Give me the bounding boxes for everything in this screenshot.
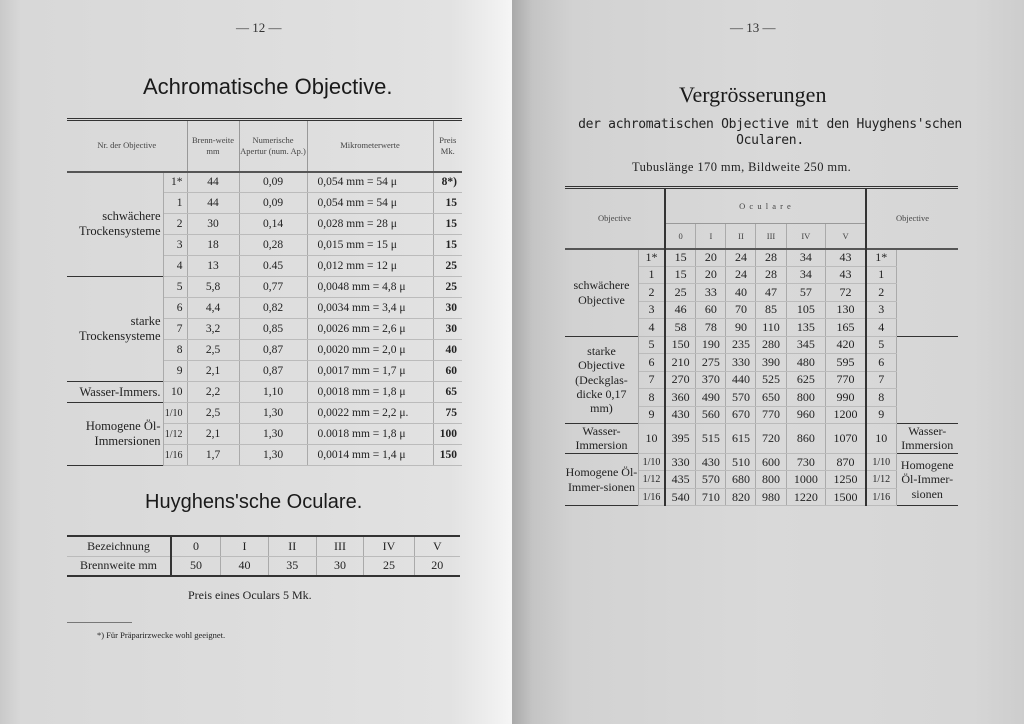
preis-cell: 15 bbox=[433, 214, 462, 235]
mikrometer-cell: 0,054 mm = 54 μ bbox=[307, 193, 433, 214]
apertur-cell: 1,30 bbox=[239, 403, 307, 424]
magnification-cell: 57 bbox=[786, 284, 826, 302]
magnification-cell: 720 bbox=[756, 424, 786, 454]
oculars-title: Huyghens'sche Oculare. bbox=[145, 491, 363, 513]
magnification-cell: 670 bbox=[726, 406, 756, 424]
header-nr: Nr. der Objective bbox=[67, 120, 187, 172]
objective-nr-left: 9 bbox=[638, 406, 665, 424]
magnification-cell: 25 bbox=[665, 284, 696, 302]
preis-cell: 25 bbox=[433, 256, 462, 277]
magnification-cell: 1000 bbox=[786, 471, 826, 489]
objective-nr-left: 1/12 bbox=[638, 471, 665, 489]
ocular-col: IV bbox=[786, 224, 826, 249]
apertur-cell: 0,87 bbox=[239, 361, 307, 382]
objective-nr-right: 6 bbox=[866, 354, 896, 372]
conditions: Tubuslänge 170 mm, Bildweite 250 mm. bbox=[632, 160, 852, 174]
ocular-cell: II bbox=[268, 536, 316, 556]
magnification-cell: 130 bbox=[826, 301, 866, 319]
preis-cell: 8*) bbox=[433, 172, 462, 193]
mikrometer-cell: 0,054 mm = 54 μ bbox=[307, 172, 433, 193]
oculars-row-bezeichnung bbox=[67, 536, 460, 556]
objective-group-label: Wasser-Immers. bbox=[67, 382, 163, 403]
objective-nr: 5 bbox=[163, 277, 187, 298]
magnification-cell: 770 bbox=[756, 406, 786, 424]
magnification-cell: 345 bbox=[786, 336, 826, 354]
magnification-cell: 105 bbox=[786, 301, 826, 319]
objective-nr-left: 10 bbox=[638, 424, 665, 454]
apertur-cell: 1,30 bbox=[239, 445, 307, 466]
magnification-cell: 730 bbox=[786, 453, 826, 471]
magnification-cell: 440 bbox=[726, 371, 756, 389]
mag-header-row-1 bbox=[565, 188, 958, 224]
magnification-cell: 960 bbox=[786, 406, 826, 424]
preis-cell: 65 bbox=[433, 382, 462, 403]
brennweite-cell: 3,2 bbox=[187, 319, 239, 340]
magnification-cell: 90 bbox=[726, 319, 756, 337]
magnification-cell: 43 bbox=[826, 266, 866, 284]
magnification-cell: 43 bbox=[826, 249, 866, 267]
objective-nr-right: 8 bbox=[866, 389, 896, 407]
magnification-cell: 58 bbox=[665, 319, 696, 337]
objective-nr: 1 bbox=[163, 193, 187, 214]
objectives-table bbox=[67, 118, 462, 466]
brennweite-cell: 30 bbox=[187, 214, 239, 235]
ocular-cell: 30 bbox=[316, 556, 364, 576]
objective-row bbox=[67, 403, 462, 424]
objective-nr: 10 bbox=[163, 382, 187, 403]
magnification-cell: 33 bbox=[696, 284, 726, 302]
magnification-cell: 420 bbox=[826, 336, 866, 354]
magnification-cell: 1500 bbox=[826, 488, 866, 506]
magnification-cell: 490 bbox=[696, 389, 726, 407]
preis-cell: 60 bbox=[433, 361, 462, 382]
objective-nr-right: 1/10 bbox=[866, 453, 896, 471]
ocular-col: V bbox=[842, 230, 849, 241]
ocular-cell: 40 bbox=[221, 556, 269, 576]
magnification-cell: 270 bbox=[665, 371, 696, 389]
header-preis: Preis Mk. bbox=[433, 120, 462, 172]
magnification-cell: 165 bbox=[826, 319, 866, 337]
magnification-cell: 24 bbox=[726, 249, 756, 267]
magnification-cell: 870 bbox=[826, 453, 866, 471]
magnification-cell: 85 bbox=[756, 301, 786, 319]
preis-cell: 15 bbox=[433, 235, 462, 256]
magnification-cell: 1070 bbox=[826, 424, 866, 454]
header-brennweite: Brenn-weite mm bbox=[187, 120, 239, 172]
brennweite-cell: 2,5 bbox=[187, 403, 239, 424]
objective-group-label: schwächere Trockensysteme bbox=[67, 172, 163, 277]
preis-cell: 40 bbox=[433, 340, 462, 361]
apertur-cell: 0,85 bbox=[239, 319, 307, 340]
mikrometer-cell: 0,0034 mm = 3,4 μ bbox=[307, 298, 433, 319]
right-page-subtitle: der achromatischen Objective mit den Huyghens'schen Ocularen. bbox=[578, 117, 962, 149]
header-objective-right: Objective bbox=[866, 188, 958, 249]
objective-group-label-right bbox=[896, 249, 958, 337]
brennweite-cell: 2,2 bbox=[187, 382, 239, 403]
magnification-cell: 24 bbox=[726, 266, 756, 284]
magnification-cell: 570 bbox=[726, 389, 756, 407]
magnification-cell: 190 bbox=[696, 336, 726, 354]
magnification-cell: 540 bbox=[665, 488, 696, 506]
objective-nr: 1/10 bbox=[163, 403, 187, 424]
magnification-cell: 330 bbox=[665, 453, 696, 471]
objective-nr-left: 1/16 bbox=[638, 488, 665, 506]
mikrometer-cell: 0,0018 mm = 1,8 μ bbox=[307, 382, 433, 403]
magnification-cell: 110 bbox=[756, 319, 786, 337]
ocular-cell: III bbox=[316, 536, 364, 556]
brennweite-cell: 13 bbox=[187, 256, 239, 277]
objective-nr: 1/12 bbox=[163, 424, 187, 445]
mikrometer-cell: 0,028 mm = 28 μ bbox=[307, 214, 433, 235]
ocular-cell: V bbox=[414, 536, 460, 556]
mikrometer-cell: 0,0017 mm = 1,7 μ bbox=[307, 361, 433, 382]
objective-group-label-right: Wasser-Immersion bbox=[896, 424, 958, 454]
magnification-cell: 710 bbox=[696, 488, 726, 506]
magnification-cell: 330 bbox=[726, 354, 756, 372]
magnification-cell: 20 bbox=[696, 266, 726, 284]
footnote-rule bbox=[67, 622, 132, 623]
ocular-col: I bbox=[696, 224, 726, 249]
right-page-title: Vergrösserungen bbox=[679, 82, 827, 107]
objective-group-label: starke Trockensysteme bbox=[67, 277, 163, 382]
magnification-cell: 595 bbox=[826, 354, 866, 372]
magnification-cell: 34 bbox=[786, 249, 826, 267]
brennweite-cell: 2,1 bbox=[187, 424, 239, 445]
magnification-cell: 28 bbox=[756, 249, 786, 267]
objective-group-label-right bbox=[896, 336, 958, 424]
magnification-cell: 135 bbox=[786, 319, 826, 337]
magnification-cell: 615 bbox=[726, 424, 756, 454]
apertur-cell: 0,87 bbox=[239, 340, 307, 361]
magnification-cell: 150 bbox=[665, 336, 696, 354]
mikrometer-cell: 0,0026 mm = 2,6 μ bbox=[307, 319, 433, 340]
magnification-cell: 820 bbox=[726, 488, 756, 506]
objective-nr-left: 3 bbox=[638, 301, 665, 319]
magnification-cell: 860 bbox=[786, 424, 826, 454]
objective-nr: 6 bbox=[163, 298, 187, 319]
magnification-cell: 60 bbox=[696, 301, 726, 319]
oculars-row-label: Bezeichnung bbox=[67, 536, 171, 556]
oculars-row-label: Brennweite mm bbox=[67, 556, 171, 576]
magnification-row bbox=[565, 424, 958, 454]
price-note: Preis eines Oculars 5 Mk. bbox=[188, 588, 312, 602]
preis-cell: 100 bbox=[433, 424, 462, 445]
brennweite-cell: 2,1 bbox=[187, 361, 239, 382]
magnification-cell: 210 bbox=[665, 354, 696, 372]
objective-nr-right: 7 bbox=[866, 371, 896, 389]
magnification-cell: 360 bbox=[665, 389, 696, 407]
objective-row bbox=[67, 172, 462, 193]
magnification-cell: 770 bbox=[826, 371, 866, 389]
objective-nr-right: 1 bbox=[866, 266, 896, 284]
magnification-cell: 510 bbox=[726, 453, 756, 471]
objective-nr-right: 10 bbox=[866, 424, 896, 454]
objective-nr-right: 3 bbox=[866, 301, 896, 319]
objective-nr-right: 1/12 bbox=[866, 471, 896, 489]
magnification-cell: 570 bbox=[696, 471, 726, 489]
magnification-table bbox=[565, 186, 958, 506]
left-page-title: Achromatische Objective. bbox=[143, 74, 393, 99]
magnification-cell: 980 bbox=[756, 488, 786, 506]
objective-group-label-left: schwächere Objective bbox=[565, 249, 638, 337]
apertur-cell: 1,10 bbox=[239, 382, 307, 403]
objective-nr-right: 1/16 bbox=[866, 488, 896, 506]
mikrometer-cell: 0,0022 mm = 2,2 μ. bbox=[307, 403, 433, 424]
objective-group-label-left: starke Objective (Deckglas-dicke 0,17 mm) bbox=[565, 336, 638, 424]
header-objective-left: Objective bbox=[565, 188, 665, 249]
magnification-cell: 515 bbox=[696, 424, 726, 454]
apertur-cell: 0,09 bbox=[239, 172, 307, 193]
magnification-cell: 47 bbox=[756, 284, 786, 302]
footnote: *) Für Präparirzwecke wohl geeignet. bbox=[97, 630, 226, 640]
objective-nr-right: 4 bbox=[866, 319, 896, 337]
objective-nr: 2 bbox=[163, 214, 187, 235]
objective-nr-right: 5 bbox=[866, 336, 896, 354]
magnification-cell: 430 bbox=[696, 453, 726, 471]
objective-group-label-left: Wasser-Immersion bbox=[565, 424, 638, 454]
ocular-col: III bbox=[756, 224, 786, 249]
ocular-cell: 50 bbox=[171, 556, 221, 576]
magnification-cell: 600 bbox=[756, 453, 786, 471]
objective-nr-left: 1* bbox=[638, 249, 665, 267]
magnification-cell: 390 bbox=[756, 354, 786, 372]
magnification-cell: 625 bbox=[786, 371, 826, 389]
preis-cell: 25 bbox=[433, 277, 462, 298]
magnification-cell: 435 bbox=[665, 471, 696, 489]
preis-cell: 30 bbox=[433, 298, 462, 319]
preis-cell: 150 bbox=[433, 445, 462, 466]
apertur-cell: 0,28 bbox=[239, 235, 307, 256]
header-apertur: Numerische Apertur (num. Ap.) bbox=[239, 120, 307, 172]
magnification-cell: 680 bbox=[726, 471, 756, 489]
objective-nr-right: 9 bbox=[866, 406, 896, 424]
magnification-row bbox=[565, 453, 958, 471]
objective-row bbox=[67, 277, 462, 298]
magnification-cell: 15 bbox=[665, 249, 696, 267]
objective-group-label-right: Homogene Öl-Immer-sionen bbox=[896, 453, 958, 506]
preis-cell: 75 bbox=[433, 403, 462, 424]
objective-nr: 7 bbox=[163, 319, 187, 340]
brennweite-cell: 18 bbox=[187, 235, 239, 256]
objective-nr-left: 1 bbox=[638, 266, 665, 284]
mikrometer-cell: 0,0020 mm = 2,0 μ bbox=[307, 340, 433, 361]
magnification-cell: 1220 bbox=[786, 488, 826, 506]
brennweite-cell: 1,7 bbox=[187, 445, 239, 466]
objective-nr-left: 8 bbox=[638, 389, 665, 407]
magnification-cell: 28 bbox=[756, 266, 786, 284]
objective-nr-left: 5 bbox=[638, 336, 665, 354]
mikrometer-cell: 0,015 mm = 15 μ bbox=[307, 235, 433, 256]
brennweite-cell: 44 bbox=[187, 193, 239, 214]
ocular-col: II bbox=[726, 224, 756, 249]
mikrometer-cell: 0,0014 mm = 1,4 μ bbox=[307, 445, 433, 466]
magnification-cell: 560 bbox=[696, 406, 726, 424]
ocular-cell: 20 bbox=[414, 556, 460, 576]
ocular-cell: I bbox=[221, 536, 269, 556]
magnification-cell: 370 bbox=[696, 371, 726, 389]
objective-nr-left: 4 bbox=[638, 319, 665, 337]
objective-nr: 4 bbox=[163, 256, 187, 277]
magnification-cell: 40 bbox=[726, 284, 756, 302]
magnification-cell: 34 bbox=[786, 266, 826, 284]
objective-nr-right: 2 bbox=[866, 284, 896, 302]
brennweite-cell: 2,5 bbox=[187, 340, 239, 361]
apertur-cell: 0,77 bbox=[239, 277, 307, 298]
page-number-left: — 12 — bbox=[236, 20, 282, 35]
magnification-cell: 430 bbox=[665, 406, 696, 424]
magnification-row bbox=[565, 336, 958, 354]
ocular-cell: IV bbox=[364, 536, 414, 556]
magnification-row bbox=[565, 249, 958, 267]
magnification-cell: 1250 bbox=[826, 471, 866, 489]
header-mikrometer: Mikrometerwerte bbox=[307, 120, 433, 172]
brennweite-cell: 4,4 bbox=[187, 298, 239, 319]
magnification-cell: 650 bbox=[756, 389, 786, 407]
objective-nr-left: 2 bbox=[638, 284, 665, 302]
magnification-cell: 235 bbox=[726, 336, 756, 354]
objective-nr-left: 7 bbox=[638, 371, 665, 389]
magnification-cell: 72 bbox=[826, 284, 866, 302]
header-oculare: O c u l a r e bbox=[665, 188, 866, 224]
magnification-cell: 990 bbox=[826, 389, 866, 407]
magnification-cell: 70 bbox=[726, 301, 756, 319]
objective-nr-left: 1/10 bbox=[638, 453, 665, 471]
ocular-cell: 35 bbox=[268, 556, 316, 576]
objective-nr: 8 bbox=[163, 340, 187, 361]
oculars-row-brennweite bbox=[67, 556, 460, 576]
apertur-cell: 0,09 bbox=[239, 193, 307, 214]
magnification-cell: 525 bbox=[756, 371, 786, 389]
mikrometer-cell: 0,012 mm = 12 μ bbox=[307, 256, 433, 277]
apertur-cell: 0,82 bbox=[239, 298, 307, 319]
magnification-cell: 275 bbox=[696, 354, 726, 372]
magnification-cell: 800 bbox=[786, 389, 826, 407]
brennweite-cell: 44 bbox=[187, 172, 239, 193]
preis-cell: 15 bbox=[433, 193, 462, 214]
magnification-cell: 46 bbox=[665, 301, 696, 319]
preis-cell: 30 bbox=[433, 319, 462, 340]
objective-nr: 1* bbox=[163, 172, 187, 193]
magnification-cell: 480 bbox=[786, 354, 826, 372]
objective-nr-left: 6 bbox=[638, 354, 665, 372]
apertur-cell: 0.45 bbox=[239, 256, 307, 277]
magnification-cell: 800 bbox=[756, 471, 786, 489]
objective-row bbox=[67, 382, 462, 403]
apertur-cell: 0,14 bbox=[239, 214, 307, 235]
ocular-cell: 0 bbox=[171, 536, 221, 556]
objective-nr: 9 bbox=[163, 361, 187, 382]
oculars-table bbox=[67, 535, 460, 577]
objective-group-label-left: Homogene Öl-Immer-sionen bbox=[565, 453, 638, 506]
objective-group-label: Homogene Öl-Immersionen bbox=[67, 403, 163, 466]
mikrometer-cell: 0.0018 mm = 1,8 μ bbox=[307, 424, 433, 445]
magnification-cell: 395 bbox=[665, 424, 696, 454]
ocular-cell: 25 bbox=[364, 556, 414, 576]
page-number-right: — 13 — bbox=[730, 20, 776, 35]
ocular-col: 0 bbox=[665, 224, 696, 249]
objectives-header-row bbox=[67, 120, 462, 172]
objective-nr: 3 bbox=[163, 235, 187, 256]
apertur-cell: 1,30 bbox=[239, 424, 307, 445]
brennweite-cell: 5,8 bbox=[187, 277, 239, 298]
magnification-cell: 20 bbox=[696, 249, 726, 267]
objective-nr: 1/16 bbox=[163, 445, 187, 466]
mikrometer-cell: 0,0048 mm = 4,8 μ bbox=[307, 277, 433, 298]
objective-nr-right: 1* bbox=[866, 249, 896, 267]
magnification-cell: 15 bbox=[665, 266, 696, 284]
magnification-cell: 280 bbox=[756, 336, 786, 354]
magnification-cell: 1200 bbox=[826, 406, 866, 424]
magnification-cell: 78 bbox=[696, 319, 726, 337]
